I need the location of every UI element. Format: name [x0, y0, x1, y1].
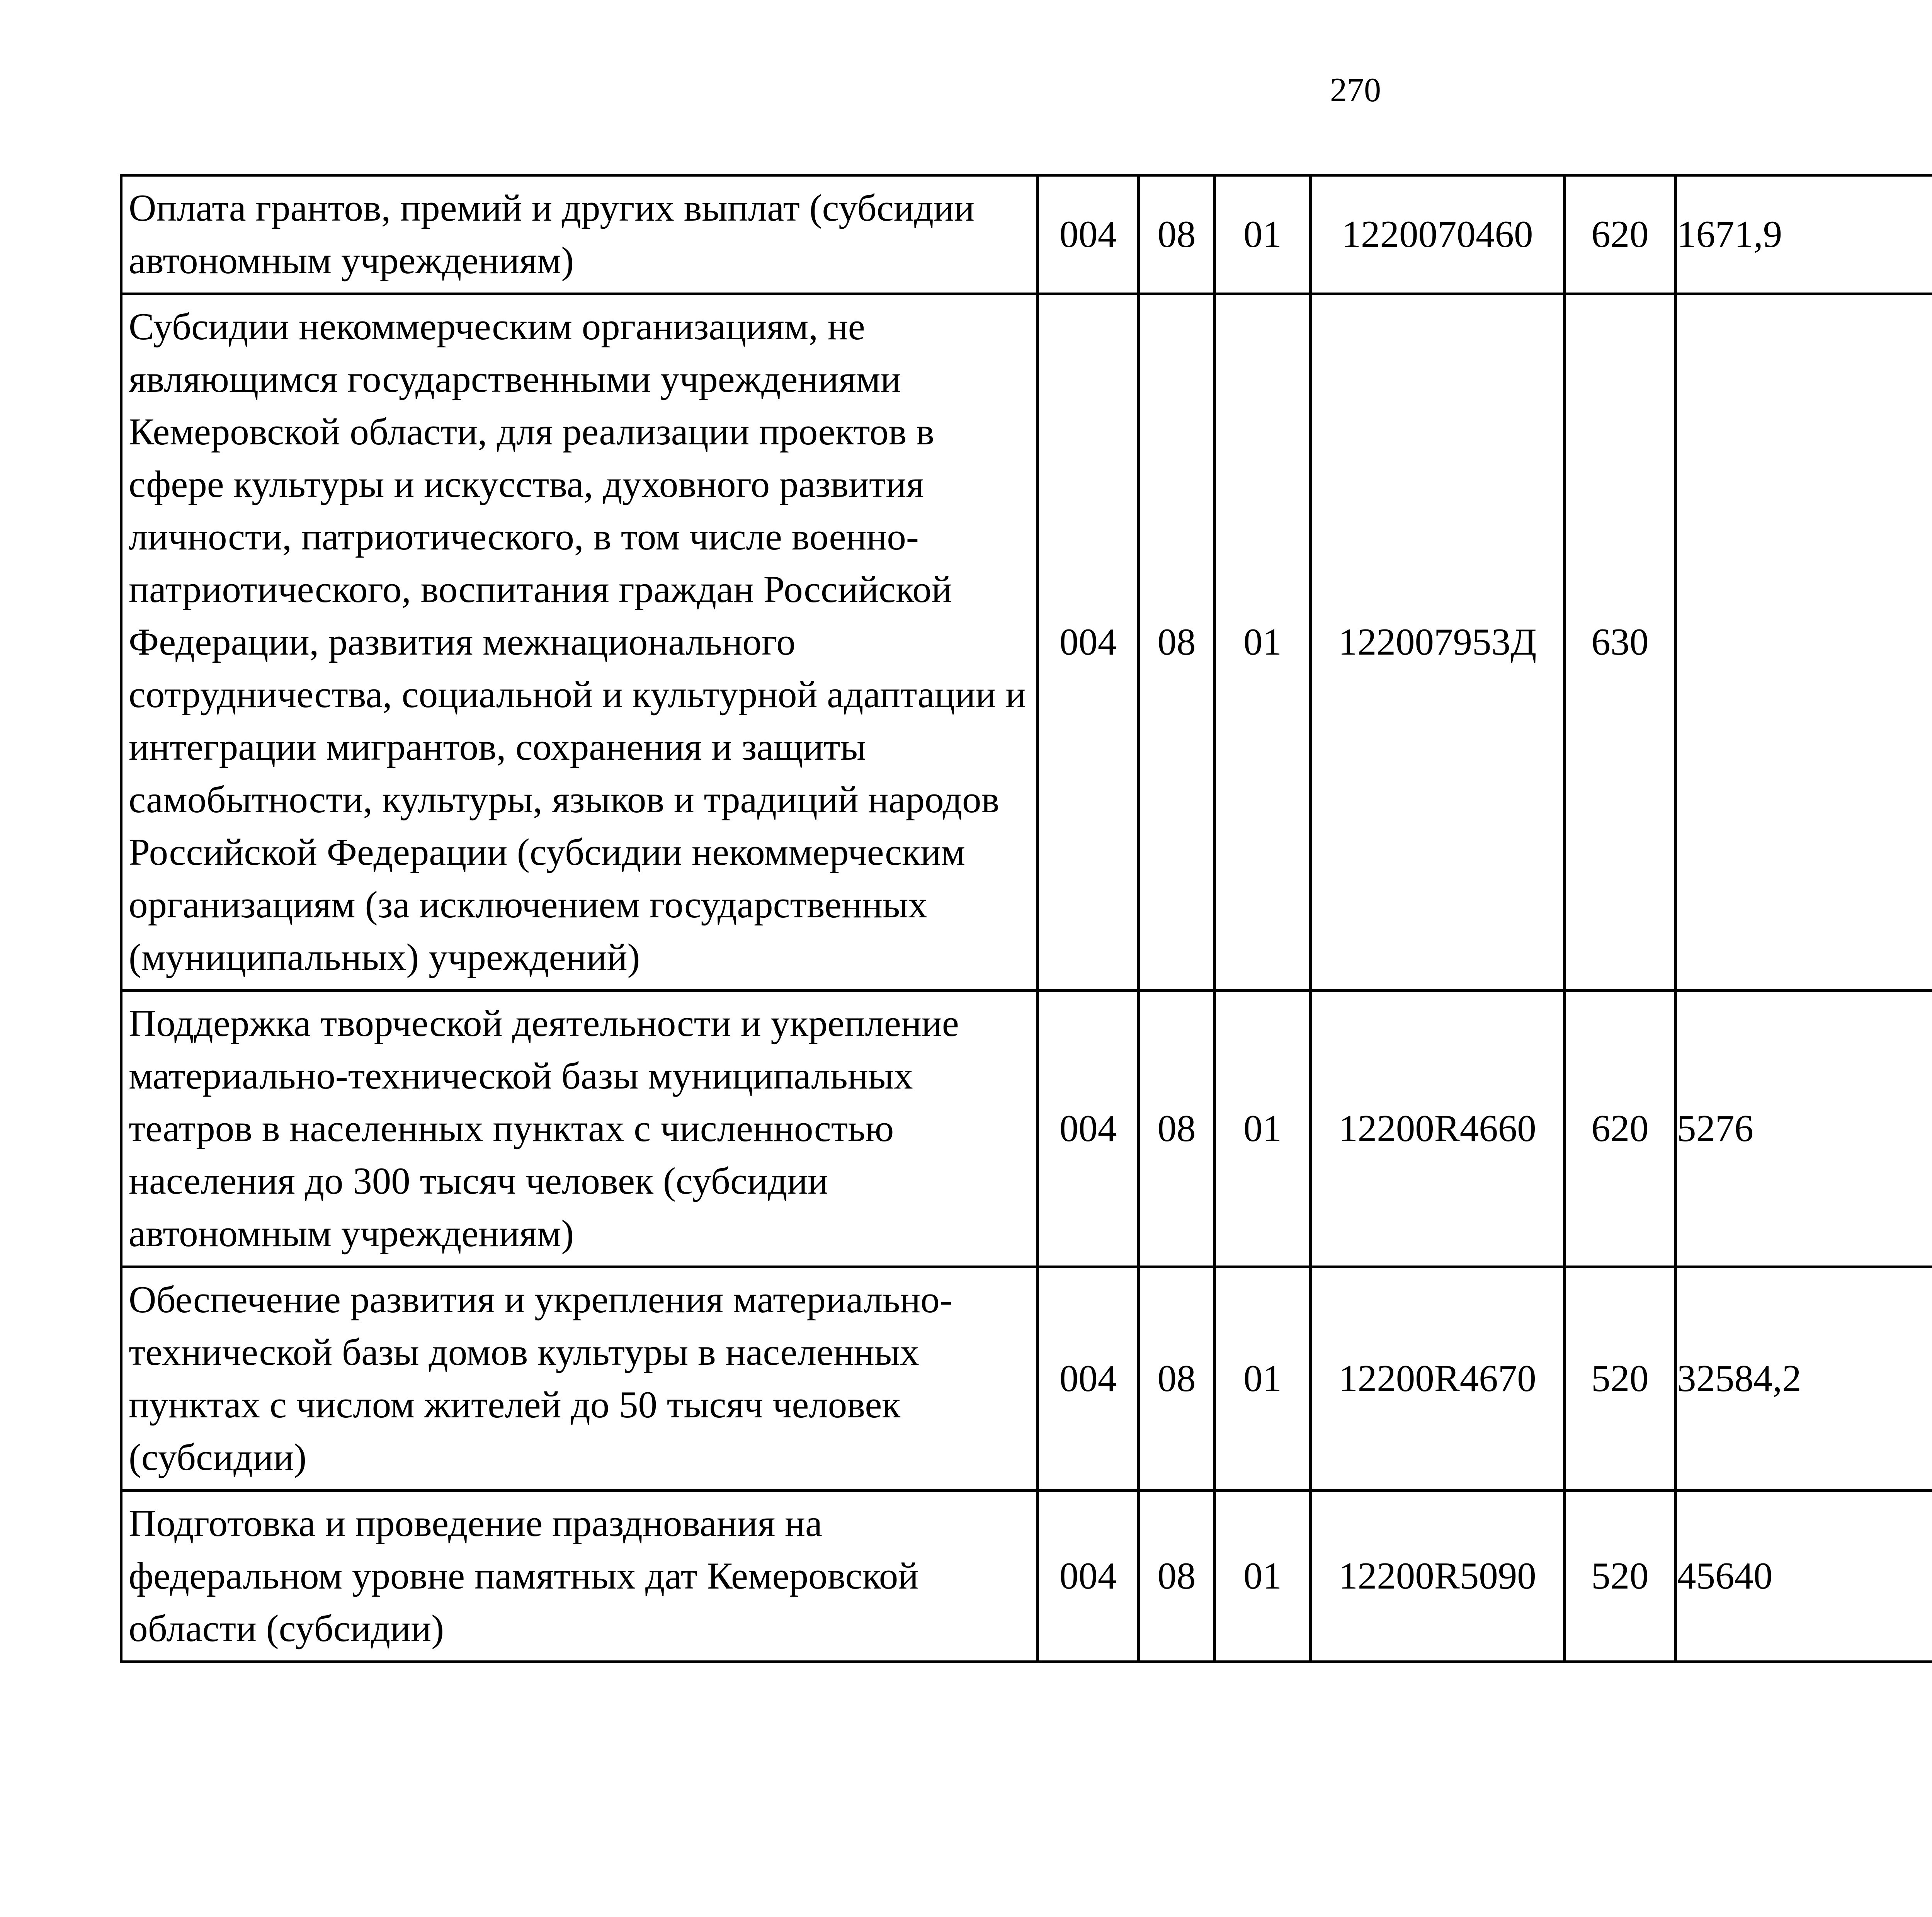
- table-row: [121, 175, 1932, 294]
- section-code: 08: [1139, 294, 1215, 991]
- row-description: Поддержка творческой деятельности и укрепление материально-технической базы муниципальных театров в населенных пунктах с численностью населения до 300 тысяч человек (субсидии автономным учреждениям): [121, 991, 1038, 1267]
- subsection-code: 01: [1215, 175, 1311, 294]
- target-article-code: 1220070460: [1311, 175, 1565, 294]
- grbs-code: 004: [1038, 294, 1139, 991]
- amount-cell: 5276: [1676, 991, 1932, 1267]
- target-article-code: 122007953Д: [1311, 294, 1565, 991]
- expense-type-code: 620: [1565, 175, 1676, 294]
- section-code: 08: [1139, 1267, 1215, 1491]
- section-code: 08: [1139, 175, 1215, 294]
- section-code: 08: [1139, 991, 1215, 1267]
- grbs-code: 004: [1038, 991, 1139, 1267]
- amount-cell: 45640: [1676, 1491, 1932, 1662]
- amount-cell: 32584,2: [1676, 1267, 1932, 1491]
- row-description: Оплата грантов, премий и других выплат (субсидии автономным учреждениям): [121, 175, 1038, 294]
- row-description: Обеспечение развития и укрепления материально-технической базы домов культуры в населенных пунктах с числом жителей до 50 тысяч человек (субсидии): [121, 1267, 1038, 1491]
- expense-type-code: 630: [1565, 294, 1676, 991]
- grbs-code: 004: [1038, 175, 1139, 294]
- subsection-code: 01: [1215, 294, 1311, 991]
- grbs-code: 004: [1038, 1491, 1139, 1662]
- amount-cell: [1676, 294, 1932, 991]
- table-row: [121, 991, 1932, 1267]
- table-row: [121, 1267, 1932, 1491]
- row-description: Подготовка и проведение празднования на федеральном уровне памятных дат Кемеровской области (субсидии): [121, 1491, 1038, 1662]
- section-code: 08: [1139, 1491, 1215, 1662]
- expense-type-code: 520: [1565, 1491, 1676, 1662]
- target-article-code: 12200R5090: [1311, 1491, 1565, 1662]
- amount-cell: 1671,9: [1676, 175, 1932, 294]
- table-row: [121, 294, 1932, 991]
- grbs-code: 004: [1038, 1267, 1139, 1491]
- row-description: Субсидии некоммерческим организациям, не являющимся государственными учреждениями Кемеровской области, для реализации проектов в сфере культуры и искусства, духовного развития личности, патриотического, в том числе военно-патриотического, воспитания граждан Российской Федерации, развития межнационального сотрудничества, социальной и культурной адаптации и интеграции мигрантов, сохранения и защиты самобытности, культуры, языков и традиций народов Российской Федерации (субсидии некоммерческим организациям (за исключением государственных (муниципальных) учреждений): [121, 294, 1038, 991]
- expense-type-code: 520: [1565, 1267, 1676, 1491]
- subsection-code: 01: [1215, 1491, 1311, 1662]
- target-article-code: 12200R4670: [1311, 1267, 1565, 1491]
- expense-type-code: 620: [1565, 991, 1676, 1267]
- subsection-code: 01: [1215, 991, 1311, 1267]
- page-number: 270: [1330, 71, 1381, 109]
- target-article-code: 12200R4660: [1311, 991, 1565, 1267]
- table-row: [121, 1491, 1932, 1662]
- subsection-code: 01: [1215, 1267, 1311, 1491]
- budget-table: [120, 174, 1932, 1663]
